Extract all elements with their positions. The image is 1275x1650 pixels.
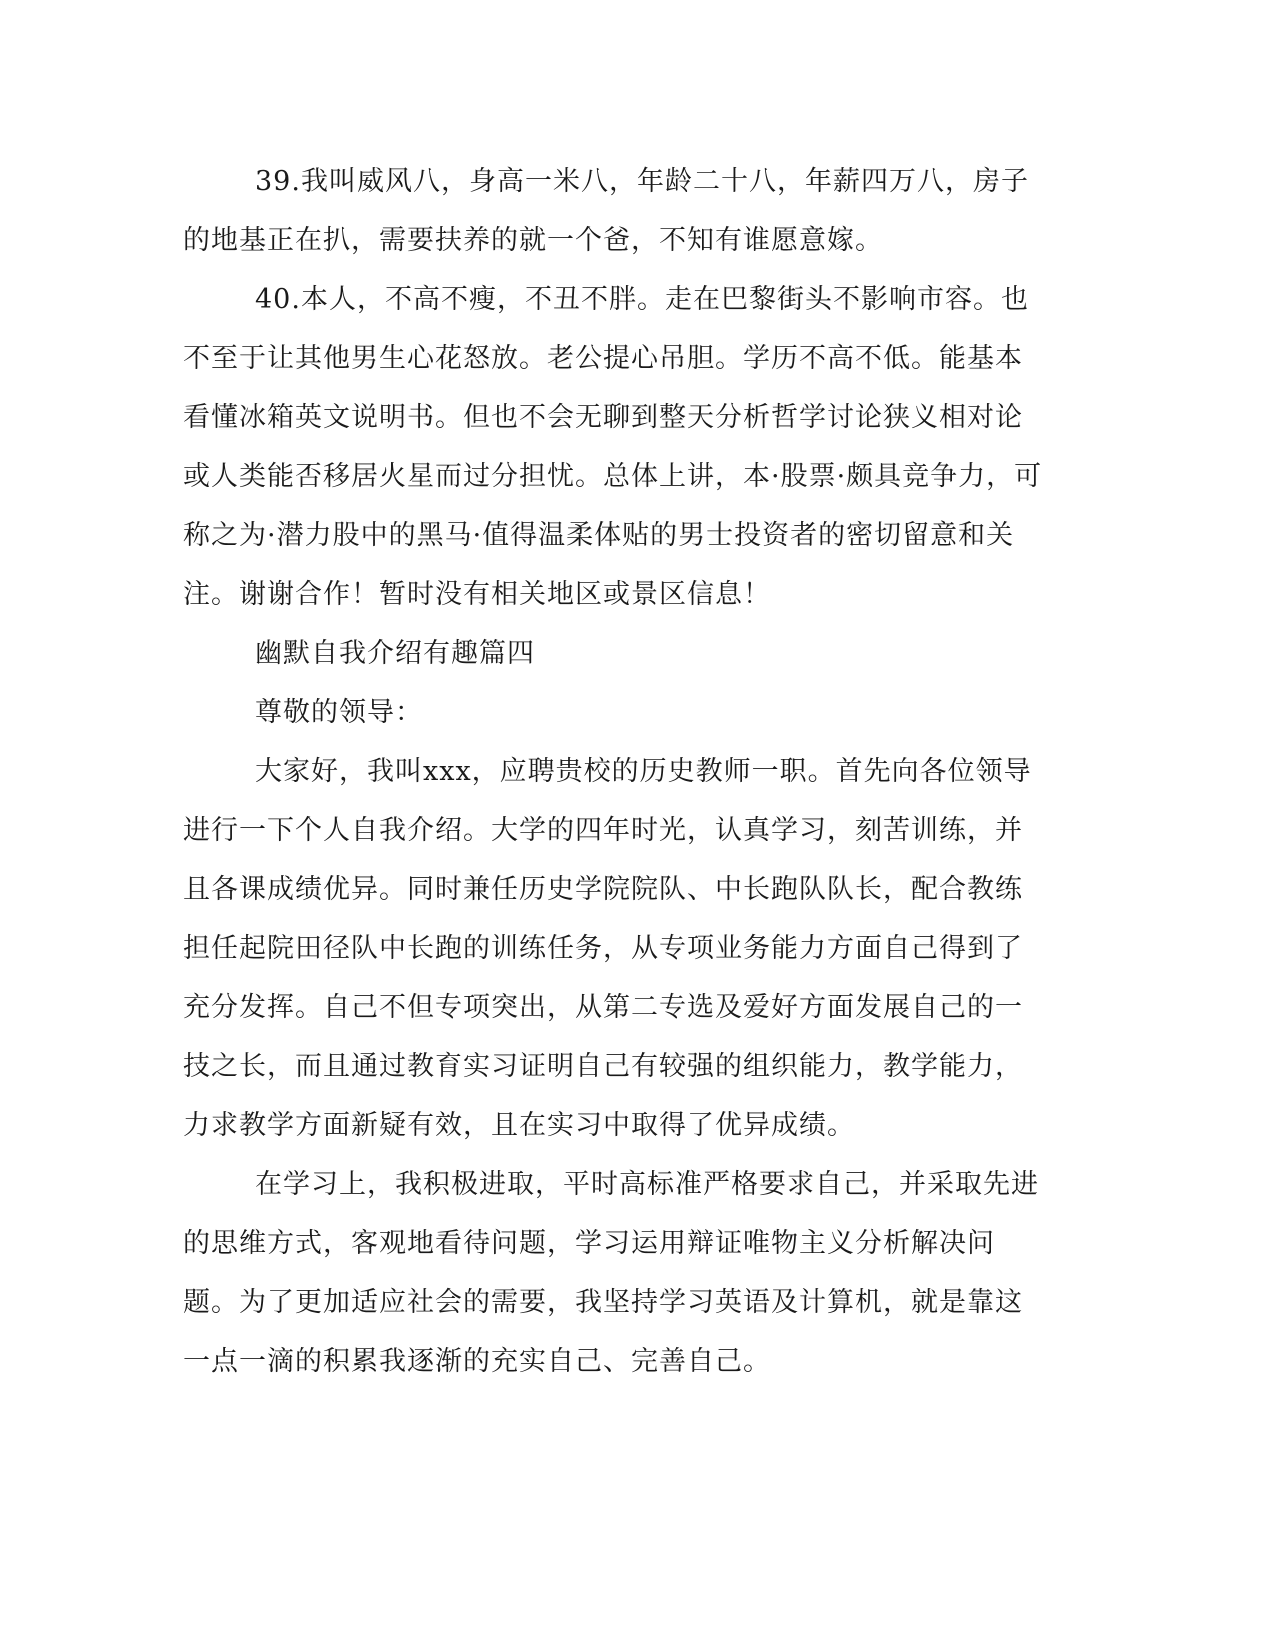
paragraph-39: 39.我叫威风八，身高一米八，年龄二十八，年薪四万八，房子的地基正在扒，需要扶养的就一个爸，不知有谁愿意嫁。 [183,166,1029,256]
paragraph-40: 40.本人，不高不瘦，不丑不胖。走在巴黎街头不影响市容。也不至于让其他男生心花怒放。老公提心吊胆。学历不高不低。能基本看懂冰箱英文说明书。但也不会无聊到整天分析哲学讨论狭义相对论或人类能否移居火星而过分担忧。总体上讲，本·股票·颇具竞争力，可称之为·潜力股中的黑马·值得温柔体贴的男士投资者的密切留意和关注。谢谢合作！暂时没有相关地区或景区信息！ [183,284,1043,610]
paragraph-study: 在学习上，我积极进取，平时高标准严格要求自己，并采取先进的思维方式，客观地看待问题，学习运用辩证唯物主义分析解决问题。为了更加适应社会的需要，我坚持学习英语及计算机，就是靠这一点一滴的积累我逐渐的充实自己、完善自己。 [183,1169,1039,1377]
section-heading: 幽默自我介绍有趣篇四 [255,638,535,669]
paragraph-introduction: 大家好，我叫xxx，应聘贵校的历史教师一职。首先向各位领导进行一下个人自我介绍。大学的四年时光，认真学习，刻苦训练，并且各课成绩优异。同时兼任历史学院院队、中长跑队队长，配合教练担任起院田径队中长跑的训练任务，从专项业务能力方面自己得到了充分发挥。自己不但专项突出，从第二专选及爱好方面发展自己的一技之长，而且通过教育实习证明自己有较强的组织能力，教学能力，力求教学方面新疑有效，且在实习中取得了优异成绩。 [183,756,1032,1141]
salutation: 尊敬的领导： [255,697,423,728]
document-body [183,152,1043,1391]
